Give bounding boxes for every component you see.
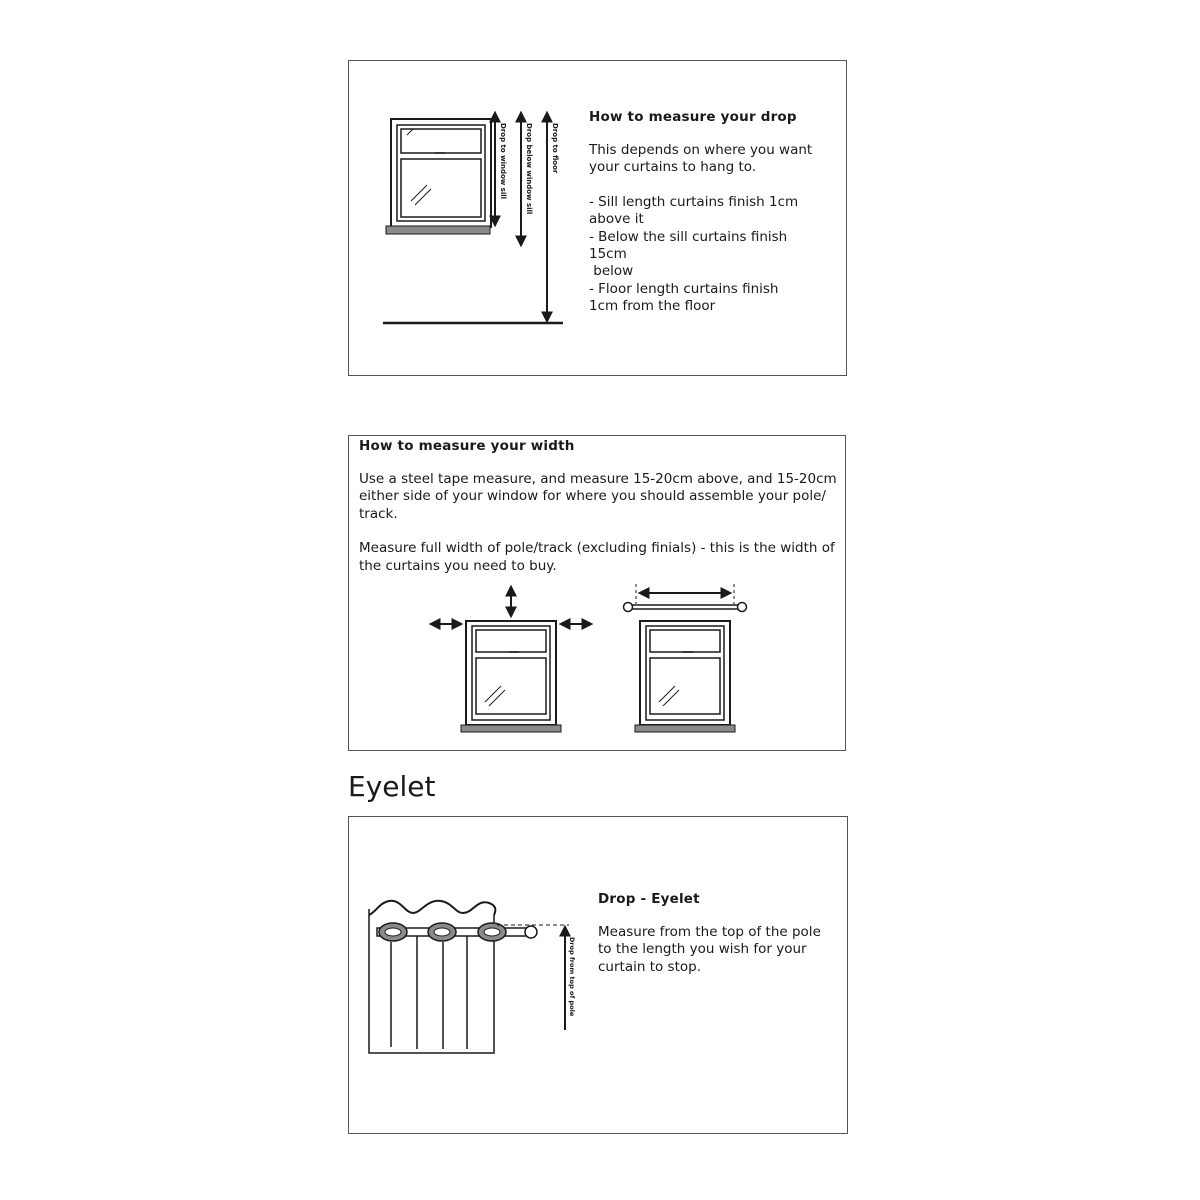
drop-line: above it xyxy=(589,211,644,228)
width-title: How to measure your width xyxy=(359,438,575,454)
width-diagram xyxy=(349,436,847,752)
curtain-pole xyxy=(629,605,741,609)
eyelet-instructions xyxy=(598,891,838,976)
window-sill-right xyxy=(635,725,735,732)
drop-line: 15cm xyxy=(589,246,627,263)
drop-line: - Below the sill curtains finish xyxy=(589,228,788,245)
drop-line: - Sill length curtains finish 1cm xyxy=(589,193,799,210)
window-illustration xyxy=(391,119,491,227)
drop-line: 1cm from the floor xyxy=(589,298,716,315)
eyelet-section-title: Eyelet xyxy=(348,770,436,803)
drop-to-floor-label: Drop to floor xyxy=(551,123,559,174)
window-sill-left xyxy=(461,725,561,732)
drop-panel xyxy=(348,60,847,376)
window-illustration-right xyxy=(640,621,730,725)
drop-intro: This depends on where you want your curtains to hang to. xyxy=(589,142,813,176)
eyelet-title: Drop - Eyelet xyxy=(598,891,700,907)
drop-line: - Floor length curtains finish xyxy=(589,280,779,297)
width-para-2: Measure full width of pole/track (excluding finials) - this is the width of the curtains you need to buy. xyxy=(359,540,835,574)
pole-finial-left xyxy=(624,603,633,612)
window-illustration-left xyxy=(466,621,556,725)
eyelet-body: Measure from the top of the pole to the length you wish for your curtain to stop. xyxy=(598,924,821,975)
pole-finial-right xyxy=(738,603,747,612)
drop-instructions xyxy=(589,109,829,316)
eyelet-panel xyxy=(348,816,848,1134)
drop-line: below xyxy=(589,263,634,280)
drop-below-sill-label: Drop below window sill xyxy=(525,123,533,215)
drop-to-sill-label: Drop to window sill xyxy=(499,123,507,200)
eyelet-drop-label: Drop from top of pole xyxy=(568,937,576,1017)
drop-title: How to measure your drop xyxy=(589,109,797,125)
window-sill xyxy=(386,226,490,234)
width-panel xyxy=(348,435,846,751)
drop-list xyxy=(589,194,829,316)
eyelet-pole-finial xyxy=(525,926,537,938)
width-para-1: Use a steel tape measure, and measure 15-20cm above, and 15-20cm either side of your window for where you should assemble your pole/ track. xyxy=(359,471,837,522)
